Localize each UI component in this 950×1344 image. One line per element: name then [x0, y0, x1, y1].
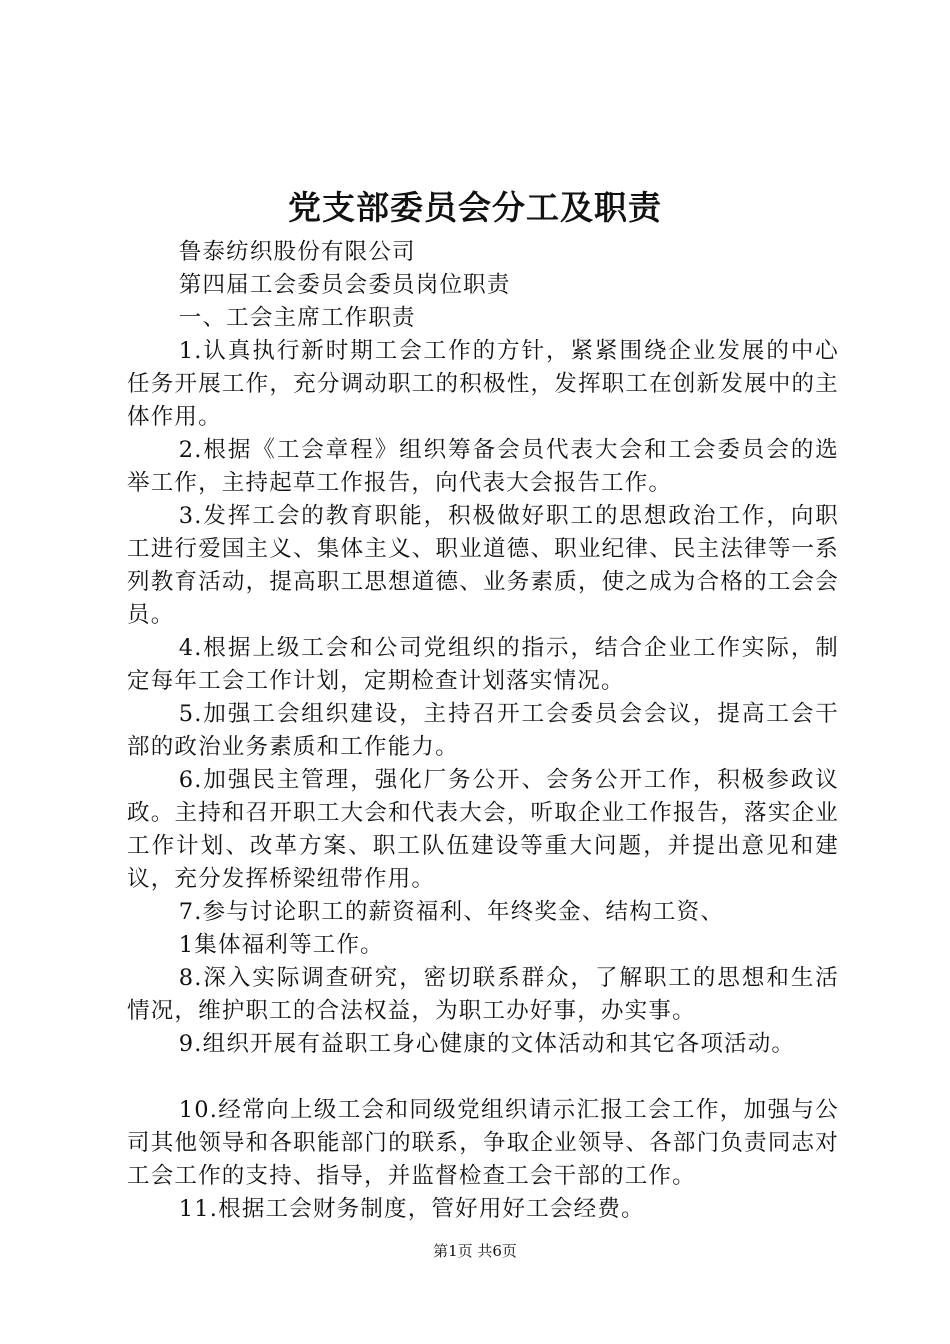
duty-paragraph-6: 6.加强民主管理，强化厂务公开、会务公开工作，积极参政议政。主持和召开职工大会和代表大会，听取企业工作报告，落实企业工作计划、改革方案、职工队伍建设等重大问题，并提出意见和建议，充分发挥桥梁纽带作用。 [127, 767, 839, 892]
duty-paragraph-2: 2.根据《工会章程》组织筹备会员代表大会和工会委员会的选举工作，主持起草工作报告，向代表大会报告工作。 [127, 437, 839, 496]
page-footer: 第1页 共6页 [433, 1242, 517, 1260]
duty-paragraph-3: 3.发挥工会的教育职能，积极做好职工的思想政治工作，向职工进行爱国主义、集体主义、职业道德、职业纪律、民主法律等一系列教育活动，提高职工思想道德、业务素质，使之成为合格的工会会员。 [127, 503, 839, 628]
section-heading: 第四届工会委员会委员岗位职责 [178, 272, 511, 298]
page-title: 党支部委员会分工及职责 [288, 188, 662, 227]
duty-paragraph-5: 5.加强工会组织建设，主持召开工会委员会会议，提高工会干部的政治业务素质和工作能力。 [127, 701, 839, 760]
subsection-heading: 一、工会主席工作职责 [178, 305, 416, 331]
duty-paragraph-8: 8.深入实际调查研究，密切联系群众，了解职工的思想和生活情况，维护职工的合法权益，为职工办好事，办实事。 [127, 965, 839, 1024]
duty-paragraph-7: 7.参与讨论职工的薪资福利、年终奖金、结构工资、 [178, 899, 725, 925]
duty-paragraph-10: 10.经常向上级工会和同级党组织请示汇报工会工作，加强与公司其他领导和各职能部门的联系，争取企业领导、各部门负责同志对工会工作的支持、指导，并监督检查工会干部的工作。 [127, 1097, 839, 1189]
duty-paragraph-7-continued: 1集体福利等工作。 [178, 932, 384, 958]
duty-paragraph-4: 4.根据上级工会和公司党组织的指示，结合企业工作实际，制定每年工会工作计划，定期检查计划落实情况。 [127, 635, 839, 694]
document-body [127, 236, 839, 1226]
company-name: 鲁泰纺织股份有限公司 [178, 239, 416, 265]
duty-paragraph-1: 1.认真执行新时期工会工作的方针，紧紧围绕企业发展的中心任务开展工作，充分调动职工的积极性，发挥职工在创新发展中的主体作用。 [127, 338, 839, 430]
duty-paragraph-11: 11.根据工会财务制度，管好用好工会经费。 [178, 1196, 645, 1222]
duty-paragraph-9: 9.组织开展有益职工身心健康的文体活动和其它各项活动。 [178, 1031, 796, 1057]
